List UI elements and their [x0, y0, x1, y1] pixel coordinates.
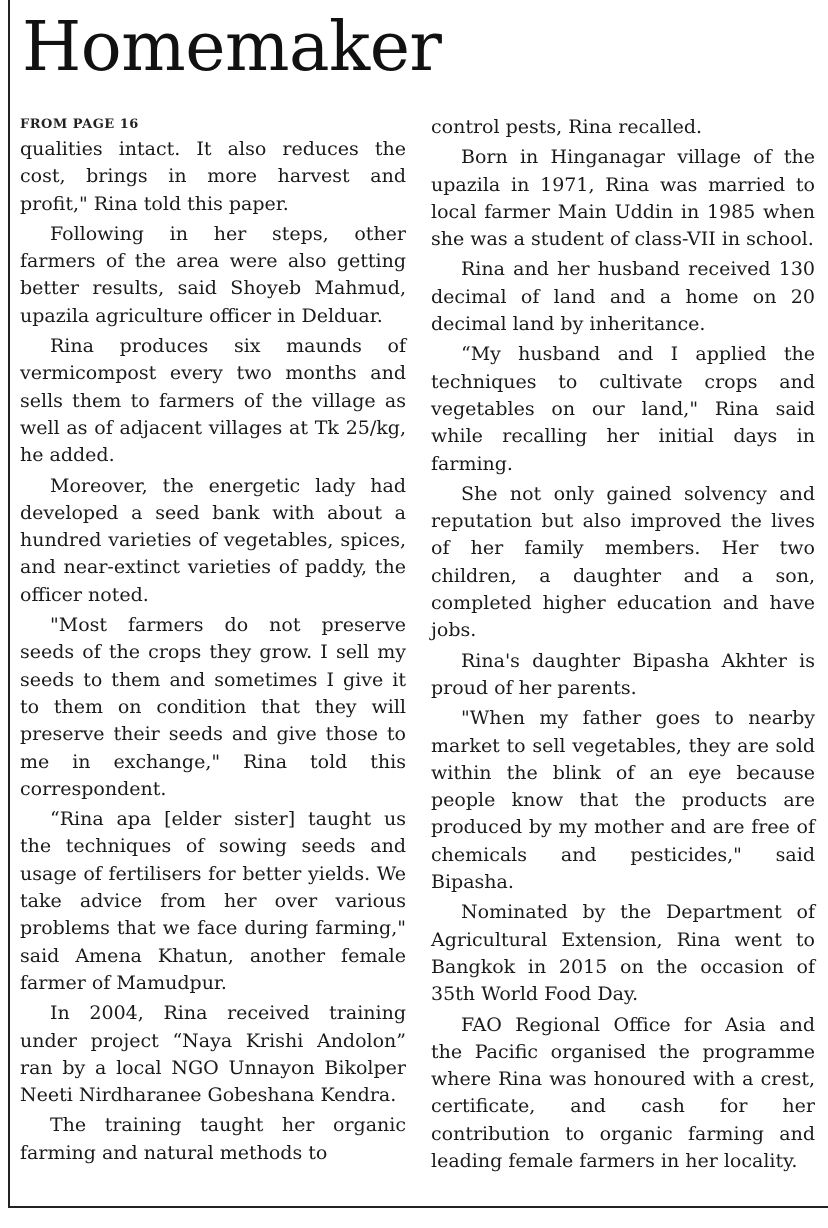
- paragraph: “My husband and I applied the techniques to cultivate crops and vegetables on our land," Rina said while recalling her initial days in farming.: [431, 343, 815, 475]
- paragraph: control pests, Rina recalled.: [431, 116, 703, 138]
- paragraph: “Rina apa [elder sister] taught us the techniques of sowing seeds and usage of fertilisers for better yields. We take advice from her over various problems that we face during farming," said Amena Khatun, another female farmer of Mamudpur.: [20, 808, 406, 994]
- continuation-kicker: FROM PAGE 16: [20, 117, 139, 132]
- paragraph: She not only gained solvency and reputation but also improved the lives of her family members. Her two children, a daughter and a son, completed higher education and have jobs.: [431, 482, 815, 642]
- paragraph: qualities intact. It also reduces the cost, brings in more harvest and profit," Rina told this paper.: [20, 138, 406, 215]
- paragraph: In 2004, Rina received training under project “Naya Krishi Andolon” ran by a local NGO Unnayon Bikolper Neeti Nirdharanee Gobeshana Kendra.: [20, 1002, 406, 1107]
- paragraph: "Most farmers do not preserve seeds of the crops they grow. I sell my seeds to them and sometimes I give it to them on condition that they will preserve their seeds and give those to me in exchange," Rina told this correspondent.: [20, 614, 406, 800]
- article-column-left: [20, 114, 406, 1167]
- paragraph: Moreover, the energetic lady had developed a seed bank with about a hundred varieties of vegetables, spices, and near-extinct varieties of paddy, the officer noted.: [20, 474, 406, 606]
- paragraph: Rina's daughter Bipasha Akhter is proud of her parents.: [431, 649, 815, 699]
- paragraph: Rina and her husband received 130 decimal of land and a home on 20 decimal land by inheritance.: [431, 258, 815, 336]
- article-column-right: [431, 114, 815, 1175]
- paragraph: "When my father goes to nearby market to sell vegetables, they are sold within the blink of an eye because people know that the products are produced by my mother and are free of chemicals and pesticides," said Bipasha.: [431, 707, 815, 894]
- paragraph: The training taught her organic farming and natural methods to: [20, 1114, 406, 1164]
- paragraph: Nominated by the Department of Agricultural Extension, Rina went to Bangkok in 2015 on the occasion of 35th World Food Day.: [431, 901, 815, 1006]
- paragraph: Rina produces six maunds of vermicompost every two months and sells them to farmers of the village as well as of adjacent villages at Tk 25/kg, he added.: [20, 335, 406, 467]
- paragraph: FAO Regional Office for Asia and the Pacific organised the programme where Rina was honoured with a crest, certificate, and cash for her contribution to organic farming and leading female farmers in her locality.: [431, 1013, 815, 1172]
- left-column-rule: [8, 0, 10, 1206]
- bottom-rule: [8, 1206, 828, 1208]
- paragraph: Born in Hinganagar village of the upazila in 1971, Rina was married to local farmer Main Uddin in 1985 when she was a student of class-VII in school.: [431, 146, 815, 251]
- paragraph: Following in her steps, other farmers of the area were also getting better results, said Shoyeb Mahmud, upazila agriculture officer in Delduar.: [20, 222, 406, 327]
- headline: Homemaker: [22, 8, 442, 87]
